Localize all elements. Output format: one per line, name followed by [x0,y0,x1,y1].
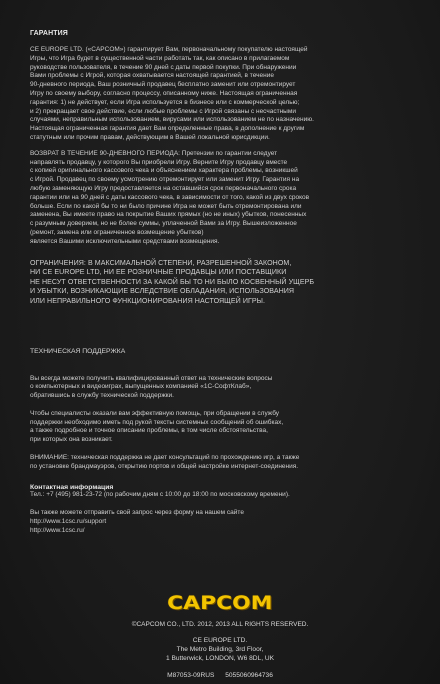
barcode-number: 5055060964736 [225,671,273,679]
support-heading: ТЕХНИЧЕСКАЯ ПОДДЕРЖКА [30,347,126,355]
limitations-text: ОГРАНИЧЕНИЯ: В МАКСИМАЛЬНОЙ СТЕПЕНИ, РАЗРЕШЕННОЙ ЗАКОНОМ, НИ CE EUROPE LTD, НИ ЕЕ РОЗНИЧНЫЕ ПРОДАВЦЫ ИЛИ ПОСТАВЩИКИ НЕ НЕСУТ ОТВЕТСТВЕННОСТИ ЗА КАКОЙ БЫ ТО НИ БЫЛО КОСВЕННЫЙ УЩЕРБ И УБЫТКИ, ВОЗНИКАЮЩИЕ ВСЛЕДСТВИЕ ОБЛАДАНИЯ, ИСПОЛЬЗОВАНИЯ ИЛИ НЕПРАВИЛЬНОГО ФУНКЦИОНИРОВАНИЯ НАСТОЯЩЕЙ ИГРЫ. [30,258,315,305]
capcom-logo: CAPCOM [167,592,273,614]
support-section [30,348,410,536]
limitations-section [30,259,410,307]
support-url-link[interactable]: http://www.1csc.ru/support [30,518,107,526]
copyright-line: ©CAPCOM CO., LTD. 2012, 2013 ALL RIGHTS RESERVED. [131,621,309,628]
site-url-link[interactable]: http://www.1csc.ru/ [30,527,85,535]
warranty-heading: ГАРАНТИЯ [30,30,68,37]
warranty-section [30,30,410,143]
links-intro: Вы также можете отправить свой запрос через форму на нашем сайте [30,509,244,517]
contact-heading: Контактная информация [30,483,114,491]
return-section [30,150,410,247]
contact-phone: Тел.: +7 (495) 981-23-72 (по рабочим дням с 10:00 до 18:00 по московскому времени). [30,490,290,498]
support-links [30,509,410,535]
warranty-text: CE EUROPE LTD. («CAPCOM») гарантирует Вам, первоначальному покупателю настоящей Игры, что Игра будет в существенной части работать так, как описано в прилагаемом руководстве пользователя, в течение 90 дней с даты первой покупки. При обнаружении Вами проблемы с Игрой, которая охватывается настоящей гарантией, в течение 90-дневного периода, Ваш розничный продавец бесплатно заменит или отремонтирует Игру по своему выбору, согласно процессу, описанному ниже. Настоящая ограниченная гарантия: 1) не действует, если Игра используется в бизнесе или с коммерческой целью; и 2) прекращает свое действие, если любые проблемы с Игрой связаны с несчастными случаями, неправильным использованием, вирусами или использованием не по назначению. Настоящая ограниченная гарантия дает Вам определенные права, в дополнение к другим статутным или прочим правам, действующим в Вашей локальной юрисдикции. [30,46,314,141]
return-text: ВОЗВРАТ В ТЕЧЕНИЕ 90-ДНЕВНОГО ПЕРИОДА: Претензии по гарантии следует направлять продавцу, у которого Вы приобрели Игру. Верните Игру продавцу вместе с копией оригинального кассового чека и объяснением характера проблемы, возникшей с Игрой. Продавец по своему усмотрению отремонтирует или заменит Игру. Гарантия на любую заменяющую Игру предоставляется на оставшийся срок первоначального срока гарантии или на 90 дней с даты кассового чека, в зависимости от того, какой из двух сроков больше. Если по какой бы то ни было причине Игра не может быть отремонтирована или заменена, Вы имеете право на покрытие Ваших прямых (но не иных) убытков, понесенных с разумным доверием, но не более суммы, уплаченной Вами за Игру. Вышеизложенное (ремонт, замена или ограниченное возмещение убытков) является Вашими исключительными средствами возмещения. [30,149,310,245]
product-code: M87053-09RUS [167,671,215,679]
product-codes [0,672,440,679]
footer [0,592,440,679]
support-intro: Вы всегда можете получить квалифицированный ответ на технические вопросы о компьютерных и видеоиграх, выпущенных компанией «1С-СофтКлаб», обратившись в службу технической поддержки. [30,374,273,400]
company-address: CE EUROPE LTD. The Metro Building, 3rd Floor, 1 Butterwick, LONDON, W6 8DL, UK [165,637,275,662]
support-notice: ВНИМАНИЕ: техническая поддержка не дает консультаций по прохождению игр, а также по установке брандмауэров, открытию портов и общей настройке интернет-соединения. [30,454,300,470]
support-details: Чтобы специалисты оказали вам эффективную помощь, при обращении в службу поддержки необходимо иметь под рукой тексты системных сообщений об ошибках, а также подробное и точное описание проблемы, в том числе обстоятельства, при которых она возникает. [30,409,284,444]
